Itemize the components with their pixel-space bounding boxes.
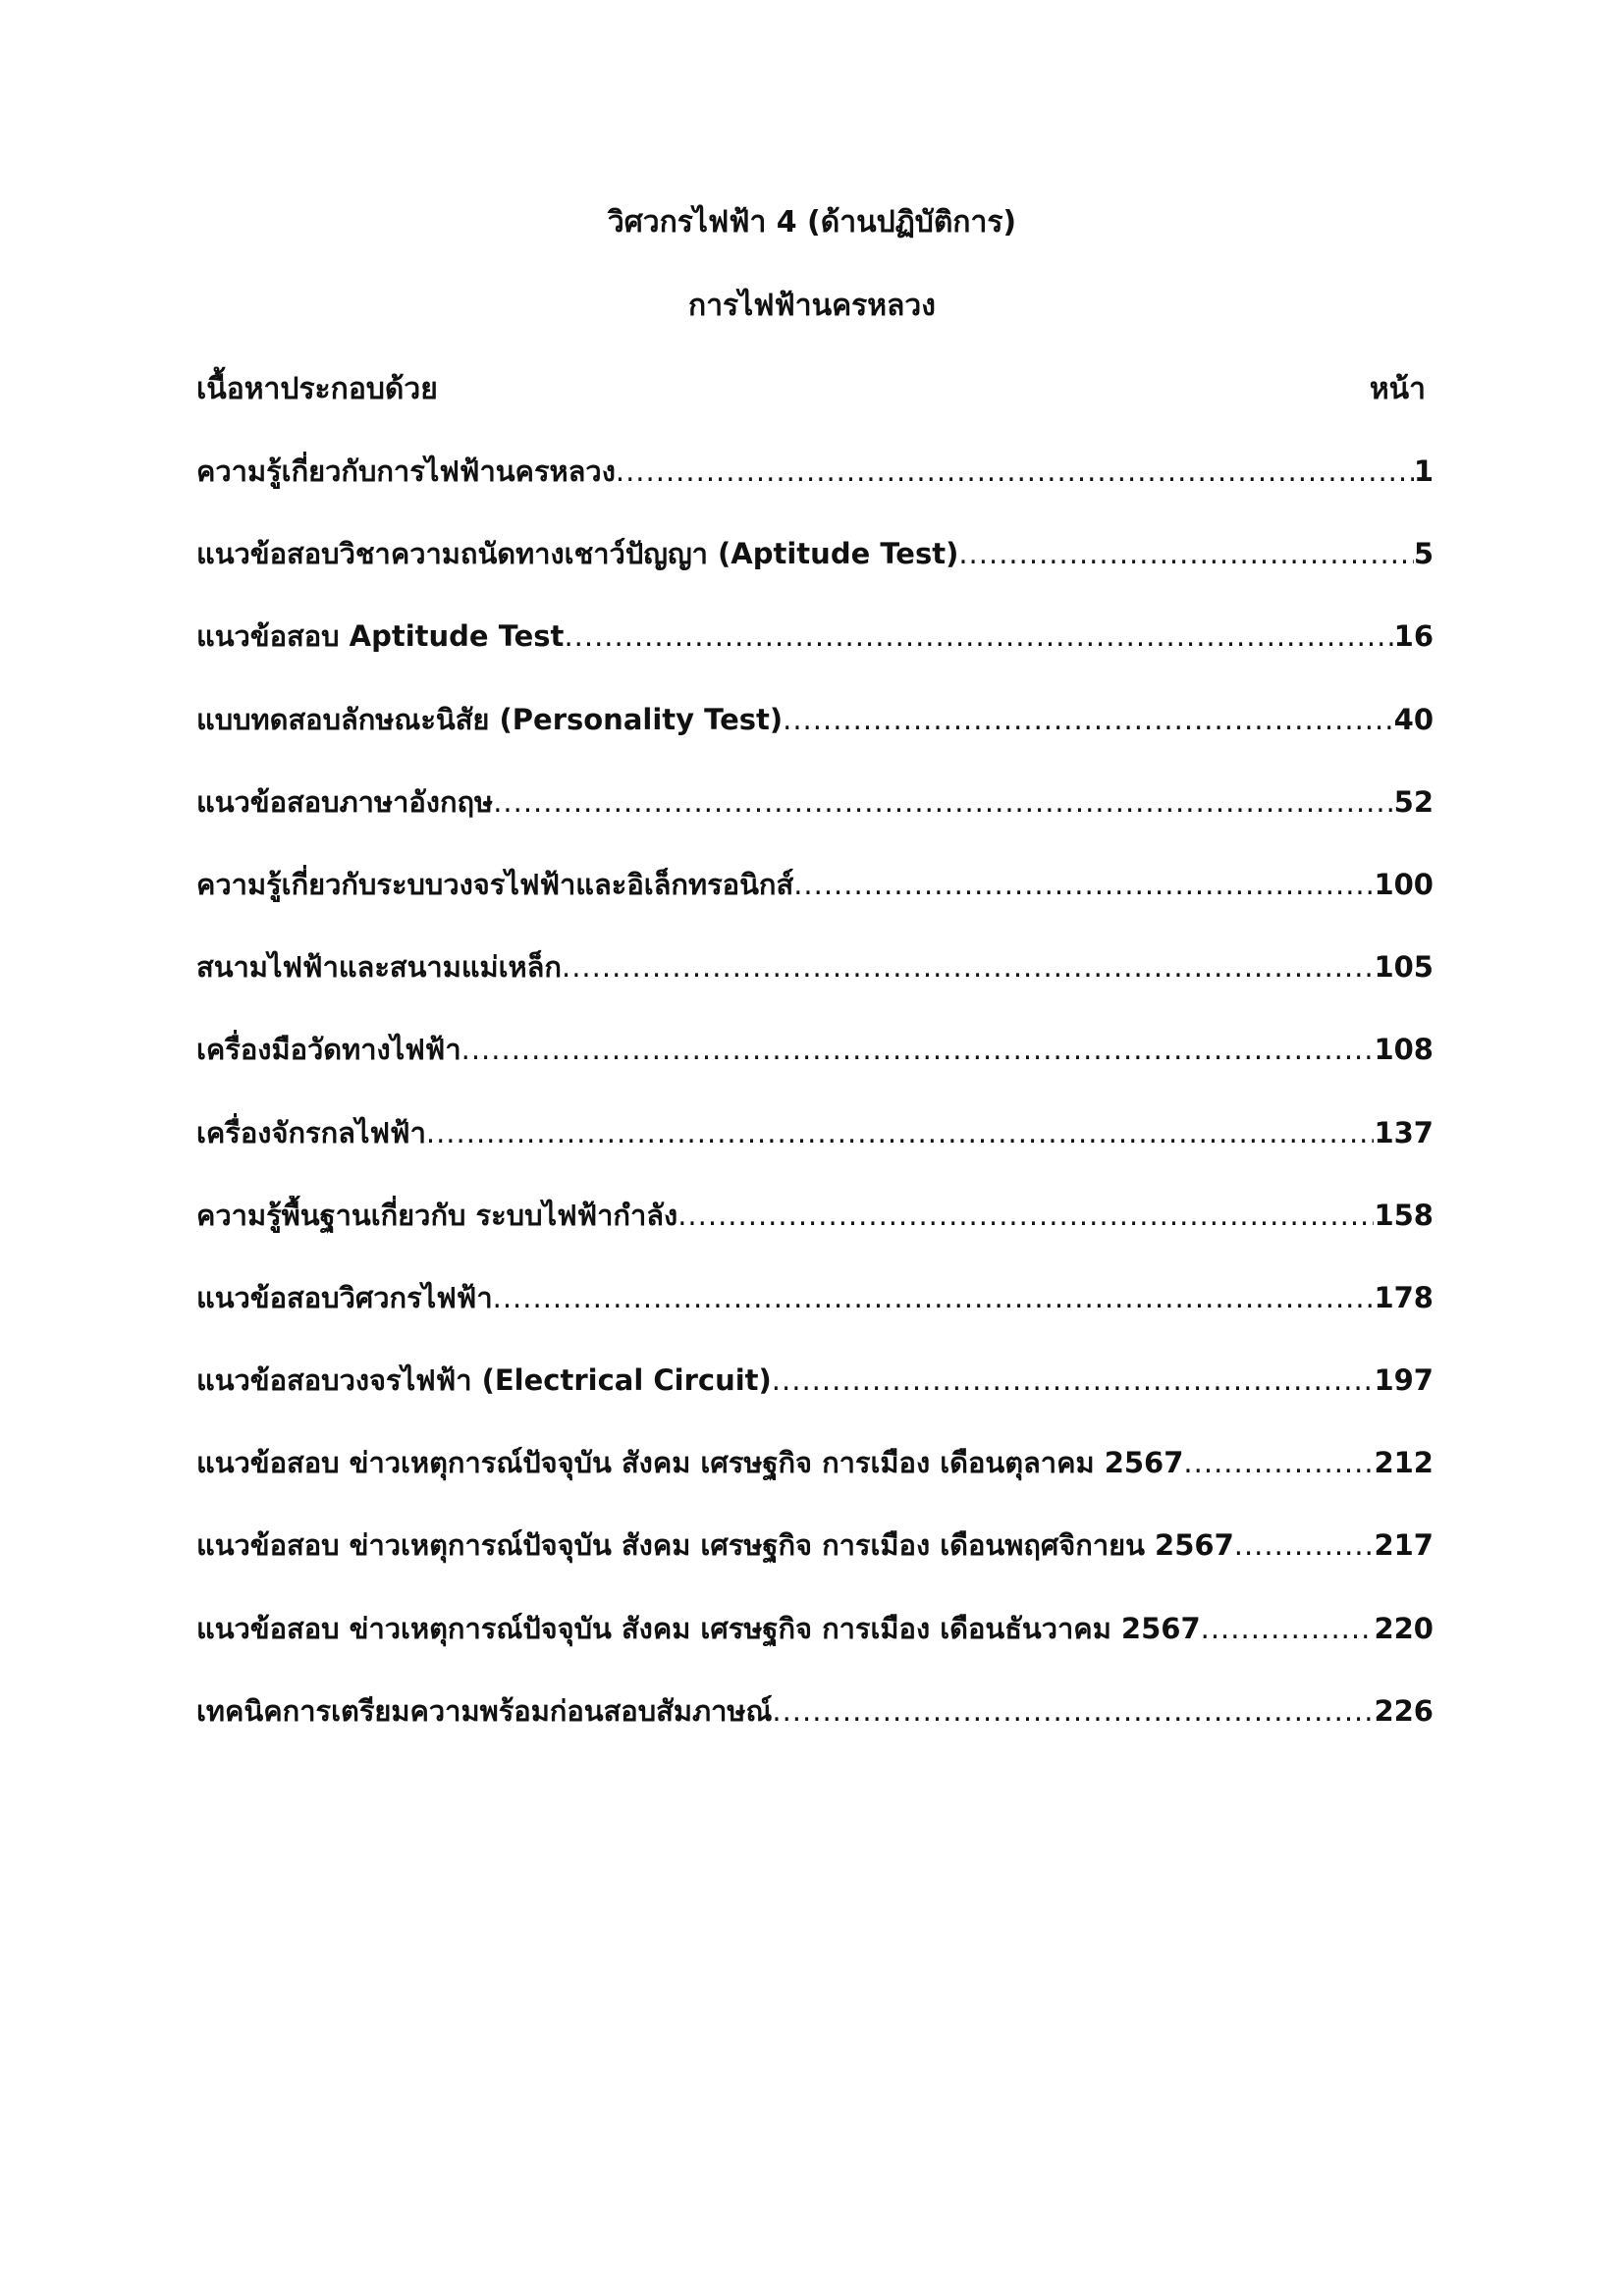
toc-entry (196, 452, 1434, 534)
toc-entry (196, 616, 1434, 699)
toc-entry-page: 16 (1393, 619, 1434, 654)
toc-entry (196, 1609, 1434, 1691)
toc-leader-dots (958, 534, 1413, 573)
toc-entry-label: แบบทดสอบลักษณะนิสัย (Personality Test) (196, 702, 784, 736)
toc-entry-page: 197 (1374, 1363, 1434, 1398)
toc-entry-page: 5 (1413, 537, 1434, 571)
toc-entry-page: 108 (1374, 1033, 1434, 1067)
toc-leader-dots (493, 1278, 1375, 1317)
toc-entry (196, 1278, 1434, 1361)
contents-heading: เนื้อหาประกอบด้วย (196, 372, 438, 406)
toc-entry-page: 178 (1374, 1280, 1434, 1314)
toc-leader-dots (564, 616, 1393, 656)
toc-entry (196, 1361, 1434, 1443)
toc-leader-dots (426, 1113, 1375, 1152)
toc-entry (196, 700, 1434, 782)
toc-entry-label: แนวข้อสอบ ข่าวเหตุการณ์ปัจจุบัน สังคม เศรษฐกิจ การเมือง เดือนตุลาคม 2567 (196, 1446, 1184, 1480)
toc-entry-label: ความรู้เกี่ยวกับระบบวงจรไฟฟ้าและอิเล็กทรอนิกส์ (196, 867, 794, 901)
toc-leader-dots (461, 1030, 1375, 1069)
page-heading: หน้า (1369, 372, 1426, 406)
toc-leader-dots (793, 865, 1374, 904)
toc-leader-dots (1183, 1443, 1374, 1482)
toc-entry-page: 226 (1374, 1693, 1434, 1728)
toc-leader-dots (772, 1361, 1375, 1400)
document-subtitle: การไฟฟ้านครหลวง (688, 289, 936, 323)
toc-leader-dots (562, 947, 1374, 987)
contents-header-row (196, 370, 1426, 409)
toc-leader-dots (616, 452, 1414, 491)
toc-entry-page: 217 (1374, 1528, 1434, 1563)
toc-entry-page: 137 (1374, 1115, 1434, 1149)
toc-leader-dots (772, 1691, 1374, 1731)
toc-entry-page: 105 (1374, 950, 1434, 985)
toc-entry (196, 947, 1434, 1030)
toc-entry (196, 1443, 1434, 1525)
toc-entry (196, 534, 1434, 616)
toc-entry-page: 220 (1374, 1611, 1434, 1645)
toc-entry (196, 1691, 1434, 1774)
toc-entry-label: ความรู้พื้นฐานเกี่ยวกับ ระบบไฟฟ้ากำลัง (196, 1198, 678, 1232)
toc-entry-label: แนวข้อสอบวิชาความถนัดทางเชาว์ปัญญา (Aptitude Test) (196, 537, 959, 571)
toc-entry-label: แนวข้อสอบวิศวกรไฟฟ้า (196, 1280, 493, 1314)
toc-entry-label: เครื่องมือวัดทางไฟฟ้า (196, 1033, 461, 1067)
toc-entry-page: 40 (1393, 702, 1434, 736)
toc-entry-page: 158 (1374, 1198, 1434, 1232)
toc-leader-dots (1234, 1525, 1375, 1565)
toc-entry (196, 1113, 1434, 1196)
toc-entry-page: 1 (1413, 454, 1434, 488)
toc-entry-label: ความรู้เกี่ยวกับการไฟฟ้านครหลวง (196, 454, 616, 488)
toc-entry-page: 100 (1374, 867, 1434, 901)
toc-entry (196, 1196, 1434, 1278)
toc-entry-label: แนวข้อสอบ Aptitude Test (196, 619, 565, 654)
toc-leader-dots (677, 1196, 1374, 1235)
toc-entry-label: แนวข้อสอบวงจรไฟฟ้า (Electrical Circuit) (196, 1363, 772, 1398)
toc-entry (196, 1525, 1434, 1608)
toc-entry-page: 52 (1393, 784, 1434, 819)
toc-entry-label: แนวข้อสอบ ข่าวเหตุการณ์ปัจจุบัน สังคม เศรษฐกิจ การเมือง เดือนพฤศจิกายน 2567 (196, 1528, 1234, 1563)
toc-entry-label: เทคนิคการเตรียมความพร้อมก่อนสอบสัมภาษณ์ (196, 1693, 773, 1728)
document-title: วิศวกรไฟฟ้า 4 (ด้านปฏิบัติการ) (607, 205, 1017, 240)
toc-entry (196, 865, 1434, 947)
toc-entry-label: เครื่องจักรกลไฟฟ้า (196, 1115, 426, 1149)
toc-leader-dots (1201, 1609, 1375, 1648)
toc-entry-page: 212 (1374, 1446, 1434, 1480)
toc-entry-label: แนวข้อสอบ ข่าวเหตุการณ์ปัจจุบัน สังคม เศรษฐกิจ การเมือง เดือนธันวาคม 2567 (196, 1611, 1201, 1645)
toc-leader-dots (493, 782, 1393, 822)
table-of-contents (196, 452, 1434, 1774)
toc-entry-label: สนามไฟฟ้าและสนามแม่เหล็ก (196, 950, 562, 985)
toc-entry (196, 782, 1434, 865)
toc-entry (196, 1030, 1434, 1112)
toc-entry-label: แนวข้อสอบภาษาอังกฤษ (196, 784, 494, 819)
toc-leader-dots (783, 700, 1394, 739)
